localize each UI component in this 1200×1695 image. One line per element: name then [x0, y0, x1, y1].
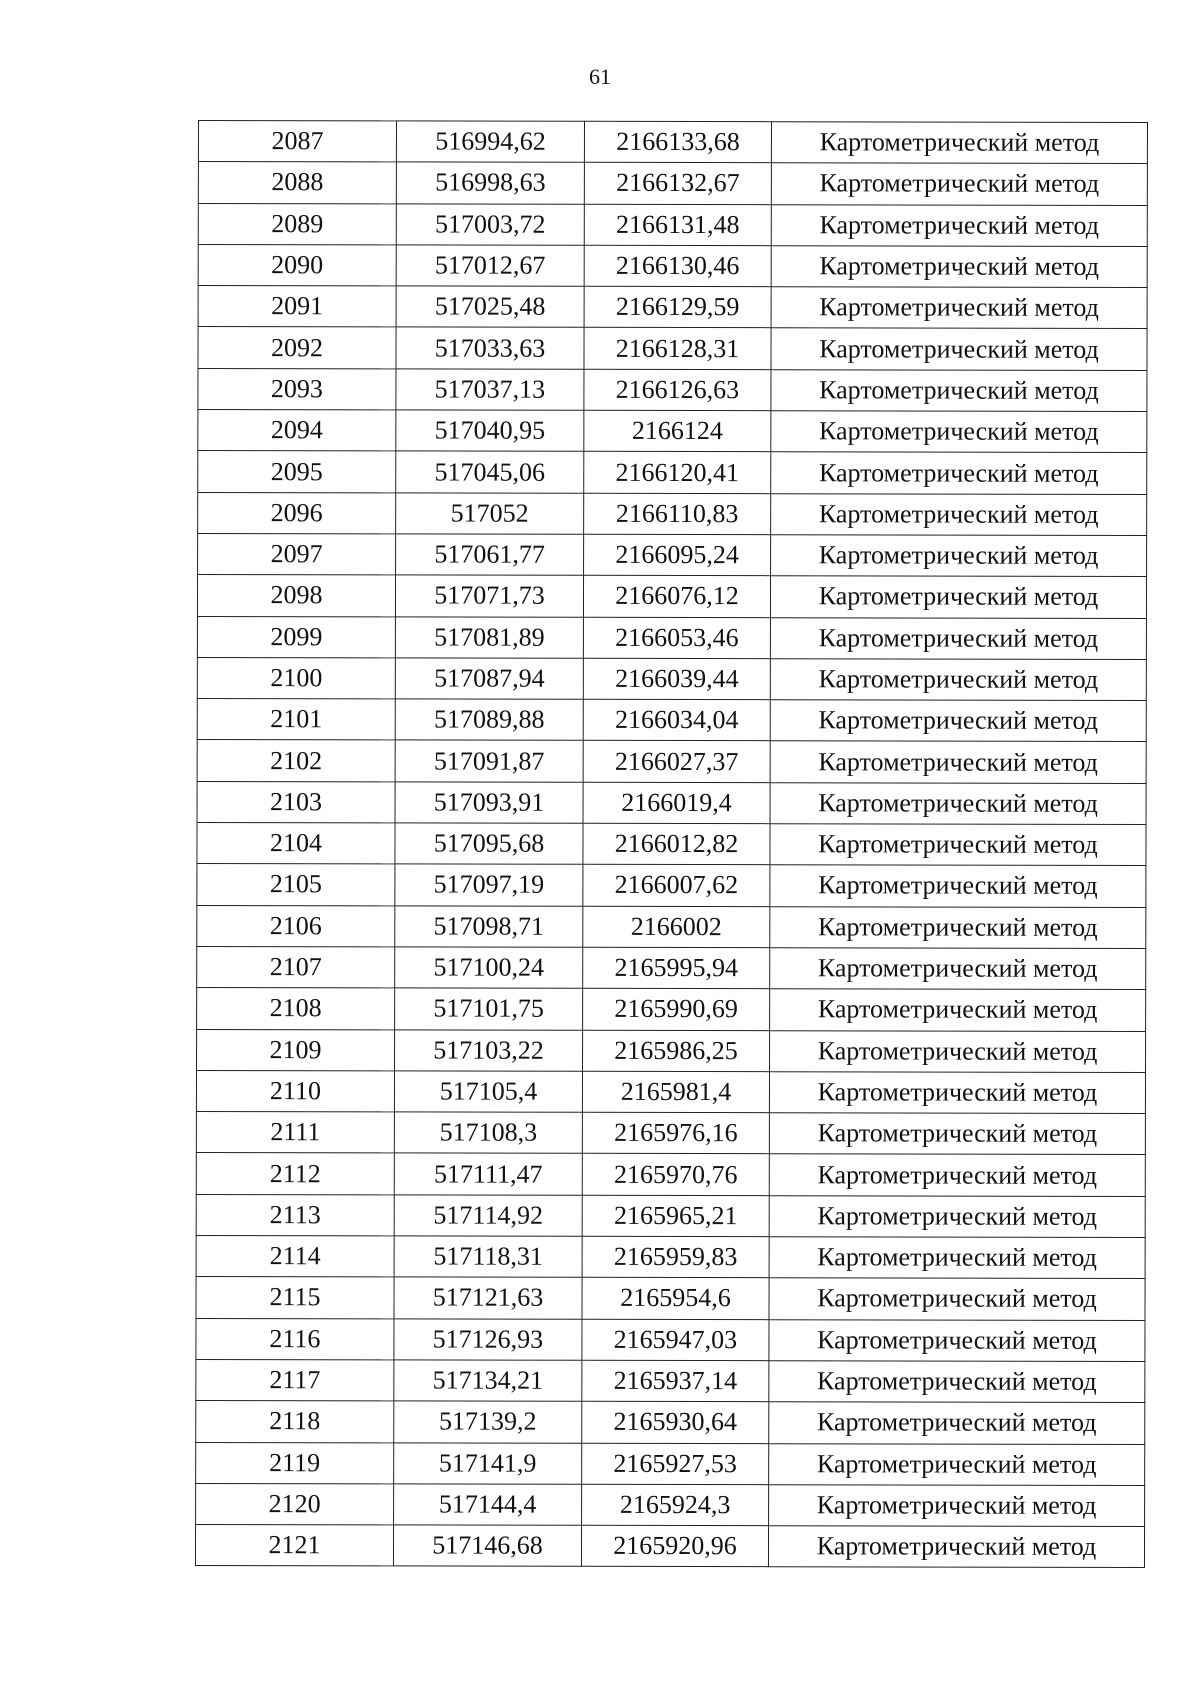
x-coordinate-cell: 517134,21 [394, 1360, 582, 1402]
method-cell: Картометрический метод [770, 824, 1146, 866]
table-row [197, 864, 1146, 907]
method-cell: Картометрический метод [768, 1526, 1144, 1568]
method-cell: Картометрический метод [771, 369, 1147, 411]
page-number: 61 [589, 64, 611, 89]
table-row [198, 533, 1147, 576]
y-coordinate-cell: 2165990,69 [583, 989, 770, 1031]
y-coordinate-cell: 2166027,37 [583, 741, 770, 783]
table-row [198, 286, 1147, 329]
y-coordinate-cell: 2166128,31 [584, 328, 771, 370]
table-row [198, 410, 1147, 453]
y-coordinate-cell: 2165954,6 [582, 1278, 769, 1320]
y-coordinate-cell: 2165981,4 [582, 1071, 769, 1113]
y-coordinate-cell: 2166019,4 [583, 782, 770, 824]
method-cell: Картометрический метод [769, 1113, 1145, 1155]
point-number-cell: 2092 [198, 327, 396, 369]
table-row [198, 162, 1147, 205]
y-coordinate-cell: 2165995,94 [583, 947, 770, 989]
point-number-cell: 2088 [198, 162, 396, 204]
table-row [197, 740, 1146, 783]
y-coordinate-cell: 2166120,41 [584, 452, 771, 494]
y-coordinate-cell: 2166129,59 [584, 286, 771, 328]
table-row [197, 905, 1146, 948]
point-number-cell: 2108 [197, 988, 395, 1030]
table-row [196, 1483, 1145, 1526]
x-coordinate-cell: 517100,24 [395, 947, 583, 989]
method-cell: Картометрический метод [769, 1195, 1145, 1237]
point-number-cell: 2117 [196, 1359, 394, 1401]
method-cell: Картометрический метод [769, 1278, 1145, 1320]
y-coordinate-cell: 2165976,16 [582, 1112, 769, 1154]
y-coordinate-cell: 2166039,44 [583, 658, 770, 700]
y-coordinate-cell: 2165924,3 [582, 1484, 769, 1526]
method-cell: Картометрический метод [771, 493, 1147, 535]
point-number-cell: 2100 [197, 657, 395, 699]
table-row [195, 1525, 1144, 1568]
point-number-cell: 2112 [196, 1153, 394, 1195]
y-coordinate-cell: 2165970,76 [582, 1154, 769, 1196]
point-number-cell: 2114 [196, 1236, 394, 1278]
x-coordinate-cell: 517081,89 [395, 616, 583, 658]
method-cell: Картометрический метод [771, 535, 1147, 577]
method-cell: Картометрический метод [769, 1443, 1145, 1485]
method-cell: Картометрический метод [770, 865, 1146, 907]
x-coordinate-cell: 517091,87 [395, 740, 583, 782]
method-cell: Картометрический метод [770, 576, 1146, 618]
table-row [197, 823, 1146, 866]
x-coordinate-cell: 517144,4 [394, 1484, 582, 1526]
point-number-cell: 2106 [197, 905, 395, 947]
method-cell: Картометрический метод [770, 906, 1146, 948]
method-cell: Картометрический метод [770, 617, 1146, 659]
method-cell: Картометрический метод [771, 246, 1147, 288]
table-row [198, 327, 1147, 370]
point-number-cell: 2095 [198, 451, 396, 493]
point-number-cell: 2110 [196, 1070, 394, 1112]
point-number-cell: 2107 [197, 946, 395, 988]
x-coordinate-cell: 517089,88 [395, 699, 583, 741]
method-cell: Картометрический метод [771, 122, 1147, 164]
table-row [197, 616, 1146, 659]
x-coordinate-cell: 517040,95 [396, 410, 584, 452]
x-coordinate-cell: 517114,92 [394, 1195, 582, 1237]
point-number-cell: 2090 [198, 244, 396, 286]
table-row [198, 368, 1147, 411]
x-coordinate-cell: 517146,68 [393, 1525, 581, 1567]
point-number-cell: 2091 [198, 286, 396, 328]
method-cell: Картометрический метод [769, 1237, 1145, 1279]
point-number-cell: 2105 [197, 864, 395, 906]
table-row [197, 699, 1146, 742]
y-coordinate-cell: 2166053,46 [583, 617, 770, 659]
method-cell: Картометрический метод [770, 989, 1146, 1031]
table-row [196, 1277, 1145, 1320]
y-coordinate-cell: 2165965,21 [582, 1195, 769, 1237]
method-cell: Картометрический метод [771, 204, 1147, 246]
point-number-cell: 2087 [198, 121, 396, 163]
table-row [198, 121, 1147, 164]
x-coordinate-cell: 517037,13 [396, 369, 584, 411]
y-coordinate-cell: 2165947,03 [582, 1319, 769, 1361]
method-cell: Картометрический метод [770, 700, 1146, 742]
table-row [197, 657, 1146, 700]
y-coordinate-cell: 2165959,83 [582, 1236, 769, 1278]
point-number-cell: 2089 [198, 203, 396, 245]
method-cell: Картометрический метод [769, 1319, 1145, 1361]
method-cell: Картометрический метод [770, 741, 1146, 783]
coordinates-table [195, 120, 1148, 1568]
method-cell: Картометрический метод [771, 411, 1147, 453]
point-number-cell: 2113 [196, 1194, 394, 1236]
point-number-cell: 2104 [197, 823, 395, 865]
table-row [196, 1112, 1145, 1155]
x-coordinate-cell: 517033,63 [396, 327, 584, 369]
y-coordinate-cell: 2166076,12 [583, 576, 770, 618]
point-number-cell: 2115 [196, 1277, 394, 1319]
y-coordinate-cell: 2165986,25 [583, 1030, 770, 1072]
y-coordinate-cell: 2166130,46 [584, 245, 771, 287]
x-coordinate-cell: 517045,06 [396, 451, 584, 493]
x-coordinate-cell: 517111,47 [394, 1153, 582, 1195]
point-number-cell: 2096 [198, 492, 396, 534]
method-cell: Картометрический метод [771, 163, 1147, 205]
x-coordinate-cell: 517093,91 [395, 782, 583, 824]
table-row [197, 1029, 1146, 1072]
x-coordinate-cell: 517103,22 [395, 1029, 583, 1071]
point-number-cell: 2109 [197, 1029, 395, 1071]
point-number-cell: 2094 [198, 410, 396, 452]
coordinates-table-body [195, 121, 1147, 1568]
method-cell: Картометрический метод [769, 1361, 1145, 1403]
point-number-cell: 2101 [197, 699, 395, 741]
method-cell: Картометрический метод [769, 1154, 1145, 1196]
x-coordinate-cell: 517108,3 [394, 1112, 582, 1154]
y-coordinate-cell: 2166133,68 [584, 121, 771, 163]
x-coordinate-cell: 517121,63 [394, 1277, 582, 1319]
table-row [198, 492, 1147, 535]
y-coordinate-cell: 2166002 [583, 906, 770, 948]
y-coordinate-cell: 2166007,62 [583, 865, 770, 907]
method-cell: Картометрический метод [770, 948, 1146, 990]
table-row [196, 1070, 1145, 1113]
x-coordinate-cell: 517012,67 [396, 245, 584, 287]
table-row [197, 575, 1146, 618]
point-number-cell: 2119 [196, 1442, 394, 1484]
y-coordinate-cell: 2165930,64 [582, 1402, 769, 1444]
point-number-cell: 2097 [198, 533, 396, 575]
point-number-cell: 2116 [196, 1318, 394, 1360]
table-row [196, 1359, 1145, 1402]
method-cell: Картометрический метод [770, 782, 1146, 824]
table-row [196, 1194, 1145, 1237]
method-cell: Картометрический метод [769, 1484, 1145, 1526]
method-cell: Картометрический метод [771, 287, 1147, 329]
y-coordinate-cell: 2165920,96 [581, 1525, 768, 1567]
table-row [198, 451, 1147, 494]
table-row [196, 1318, 1145, 1361]
table-row [197, 988, 1146, 1031]
x-coordinate-cell: 517061,77 [396, 534, 584, 576]
x-coordinate-cell: 517025,48 [396, 286, 584, 328]
x-coordinate-cell: 517141,9 [394, 1442, 582, 1484]
table-row [196, 1401, 1145, 1444]
x-coordinate-cell: 517095,68 [395, 823, 583, 865]
method-cell: Картометрический метод [770, 659, 1146, 701]
point-number-cell: 2121 [195, 1525, 393, 1567]
point-number-cell: 2111 [196, 1112, 394, 1154]
x-coordinate-cell: 517139,2 [394, 1401, 582, 1443]
y-coordinate-cell: 2165927,53 [582, 1443, 769, 1485]
x-coordinate-cell: 517097,19 [395, 864, 583, 906]
table-row [197, 781, 1146, 824]
point-number-cell: 2102 [197, 740, 395, 782]
point-number-cell: 2103 [197, 781, 395, 823]
method-cell: Картометрический метод [769, 1402, 1145, 1444]
y-coordinate-cell: 2166131,48 [584, 204, 771, 246]
method-cell: Картометрический метод [771, 452, 1147, 494]
x-coordinate-cell: 517087,94 [395, 658, 583, 700]
y-coordinate-cell: 2166124 [584, 410, 771, 452]
x-coordinate-cell: 517118,31 [394, 1236, 582, 1278]
x-coordinate-cell: 517101,75 [395, 988, 583, 1030]
point-number-cell: 2099 [197, 616, 395, 658]
table-row [197, 946, 1146, 989]
table-row [196, 1442, 1145, 1485]
point-number-cell: 2120 [196, 1483, 394, 1525]
y-coordinate-cell: 2166126,63 [584, 369, 771, 411]
point-number-cell: 2098 [197, 575, 395, 617]
table-row [198, 244, 1147, 287]
x-coordinate-cell: 517126,93 [394, 1319, 582, 1361]
x-coordinate-cell: 516998,63 [396, 162, 584, 204]
y-coordinate-cell: 2166034,04 [583, 699, 770, 741]
table-row [196, 1153, 1145, 1196]
x-coordinate-cell: 517105,4 [394, 1071, 582, 1113]
x-coordinate-cell: 517003,72 [396, 204, 584, 246]
point-number-cell: 2093 [198, 368, 396, 410]
method-cell: Картометрический метод [770, 1030, 1146, 1072]
table-row [196, 1236, 1145, 1279]
x-coordinate-cell: 517071,73 [395, 575, 583, 617]
method-cell: Картометрический метод [769, 1072, 1145, 1114]
method-cell: Картометрический метод [771, 328, 1147, 370]
y-coordinate-cell: 2166132,67 [584, 163, 771, 205]
y-coordinate-cell: 2165937,14 [582, 1360, 769, 1402]
point-number-cell: 2118 [196, 1401, 394, 1443]
x-coordinate-cell: 516994,62 [396, 121, 584, 163]
x-coordinate-cell: 517052 [396, 493, 584, 535]
y-coordinate-cell: 2166095,24 [584, 534, 771, 576]
y-coordinate-cell: 2166012,82 [583, 823, 770, 865]
table-row [198, 203, 1147, 246]
y-coordinate-cell: 2166110,83 [584, 493, 771, 535]
x-coordinate-cell: 517098,71 [395, 906, 583, 948]
